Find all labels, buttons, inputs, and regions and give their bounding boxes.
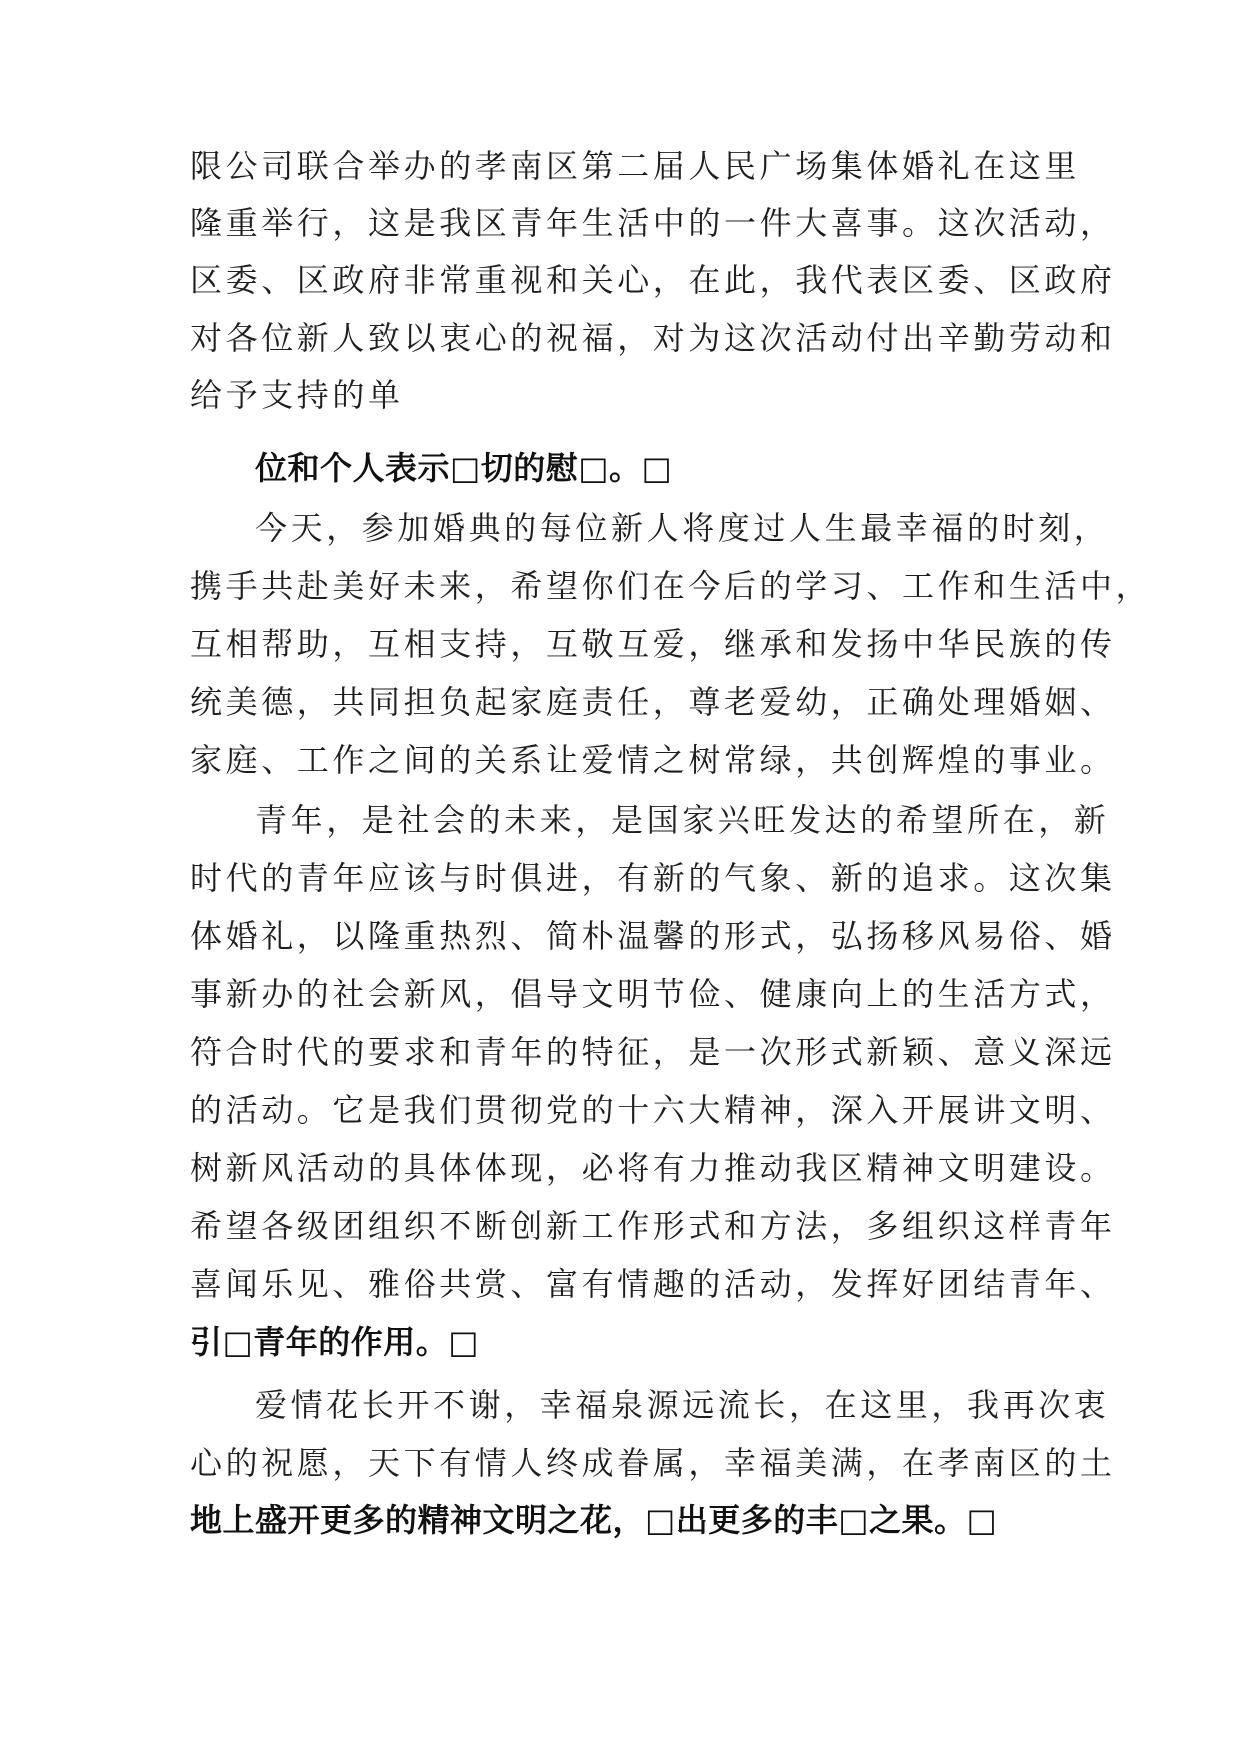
text-line: 事新办的社会新风，倡导文明节俭、健康向上的生活方式， bbox=[190, 975, 1116, 1013]
text-line: 给予支持的单 bbox=[190, 376, 404, 414]
text-line: 喜闻乐见、雅俗共赏、富有情趣的活动，发挥好团结青年、 bbox=[190, 1265, 1116, 1303]
text-line: 树新风活动的具体体现，必将有力推动我区精神文明建设。 bbox=[190, 1149, 1116, 1187]
text-line: 今天，参加婚典的每位新人将度过人生最幸福的时刻， bbox=[255, 509, 1110, 547]
text-line: 限公司联合举办的孝南区第二届人民广场集体婚礼在这里 bbox=[190, 147, 1081, 185]
text-line: 引□青年的作用。□ bbox=[190, 1323, 479, 1361]
text-line: 位和个人表示□切的慰□。□ bbox=[255, 449, 673, 487]
text-line: 的活动。它是我们贯彻党的十六大精神，深入开展讲文明、 bbox=[190, 1091, 1116, 1129]
text-line: 区委、区政府非常重视和关心，在此，我代表区委、区政府 bbox=[190, 261, 1116, 299]
text-line: 爱情花长开不谢，幸福泉源远流长，在这里，我再次衷 bbox=[255, 1386, 1110, 1424]
text-line: 希望各级团组织不断创新工作形式和方法，多组织这样青年 bbox=[190, 1207, 1116, 1245]
text-line: 互相帮助，互相支持，互敬互爱，继承和发扬中华民族的传 bbox=[190, 625, 1116, 663]
text-line: 对各位新人致以衷心的祝福，对为这次活动付出辛勤劳动和 bbox=[190, 319, 1116, 357]
text-line: 心的祝愿，天下有情人终成眷属，幸福美满，在孝南区的土 bbox=[190, 1444, 1116, 1482]
text-line: 统美德，共同担负起家庭责任，尊老爱幼，正确处理婚姻、 bbox=[190, 683, 1116, 721]
text-line: 体婚礼，以隆重热烈、简朴温馨的形式，弘扬移风易俗、婚 bbox=[190, 917, 1116, 955]
text-line: 携手共赴美好未来，希望你们在今后的学习、工作和生活中， bbox=[190, 567, 1152, 605]
text-line: 青年，是社会的未来，是国家兴旺发达的希望所在，新 bbox=[255, 801, 1110, 839]
text-line: 地上盛开更多的精神文明之花，□出更多的丰□之果。□ bbox=[190, 1501, 998, 1539]
text-line: 家庭、工作之间的关系让爱情之树常绿，共创辉煌的事业。 bbox=[190, 741, 1116, 779]
text-line: 时代的青年应该与时俱进，有新的气象、新的追求。这次集 bbox=[190, 859, 1116, 897]
text-line: 隆重举行，这是我区青年生活中的一件大喜事。这次活动， bbox=[190, 204, 1116, 242]
text-line: 符合时代的要求和青年的特征，是一次形式新颖、意义深远 bbox=[190, 1033, 1116, 1071]
